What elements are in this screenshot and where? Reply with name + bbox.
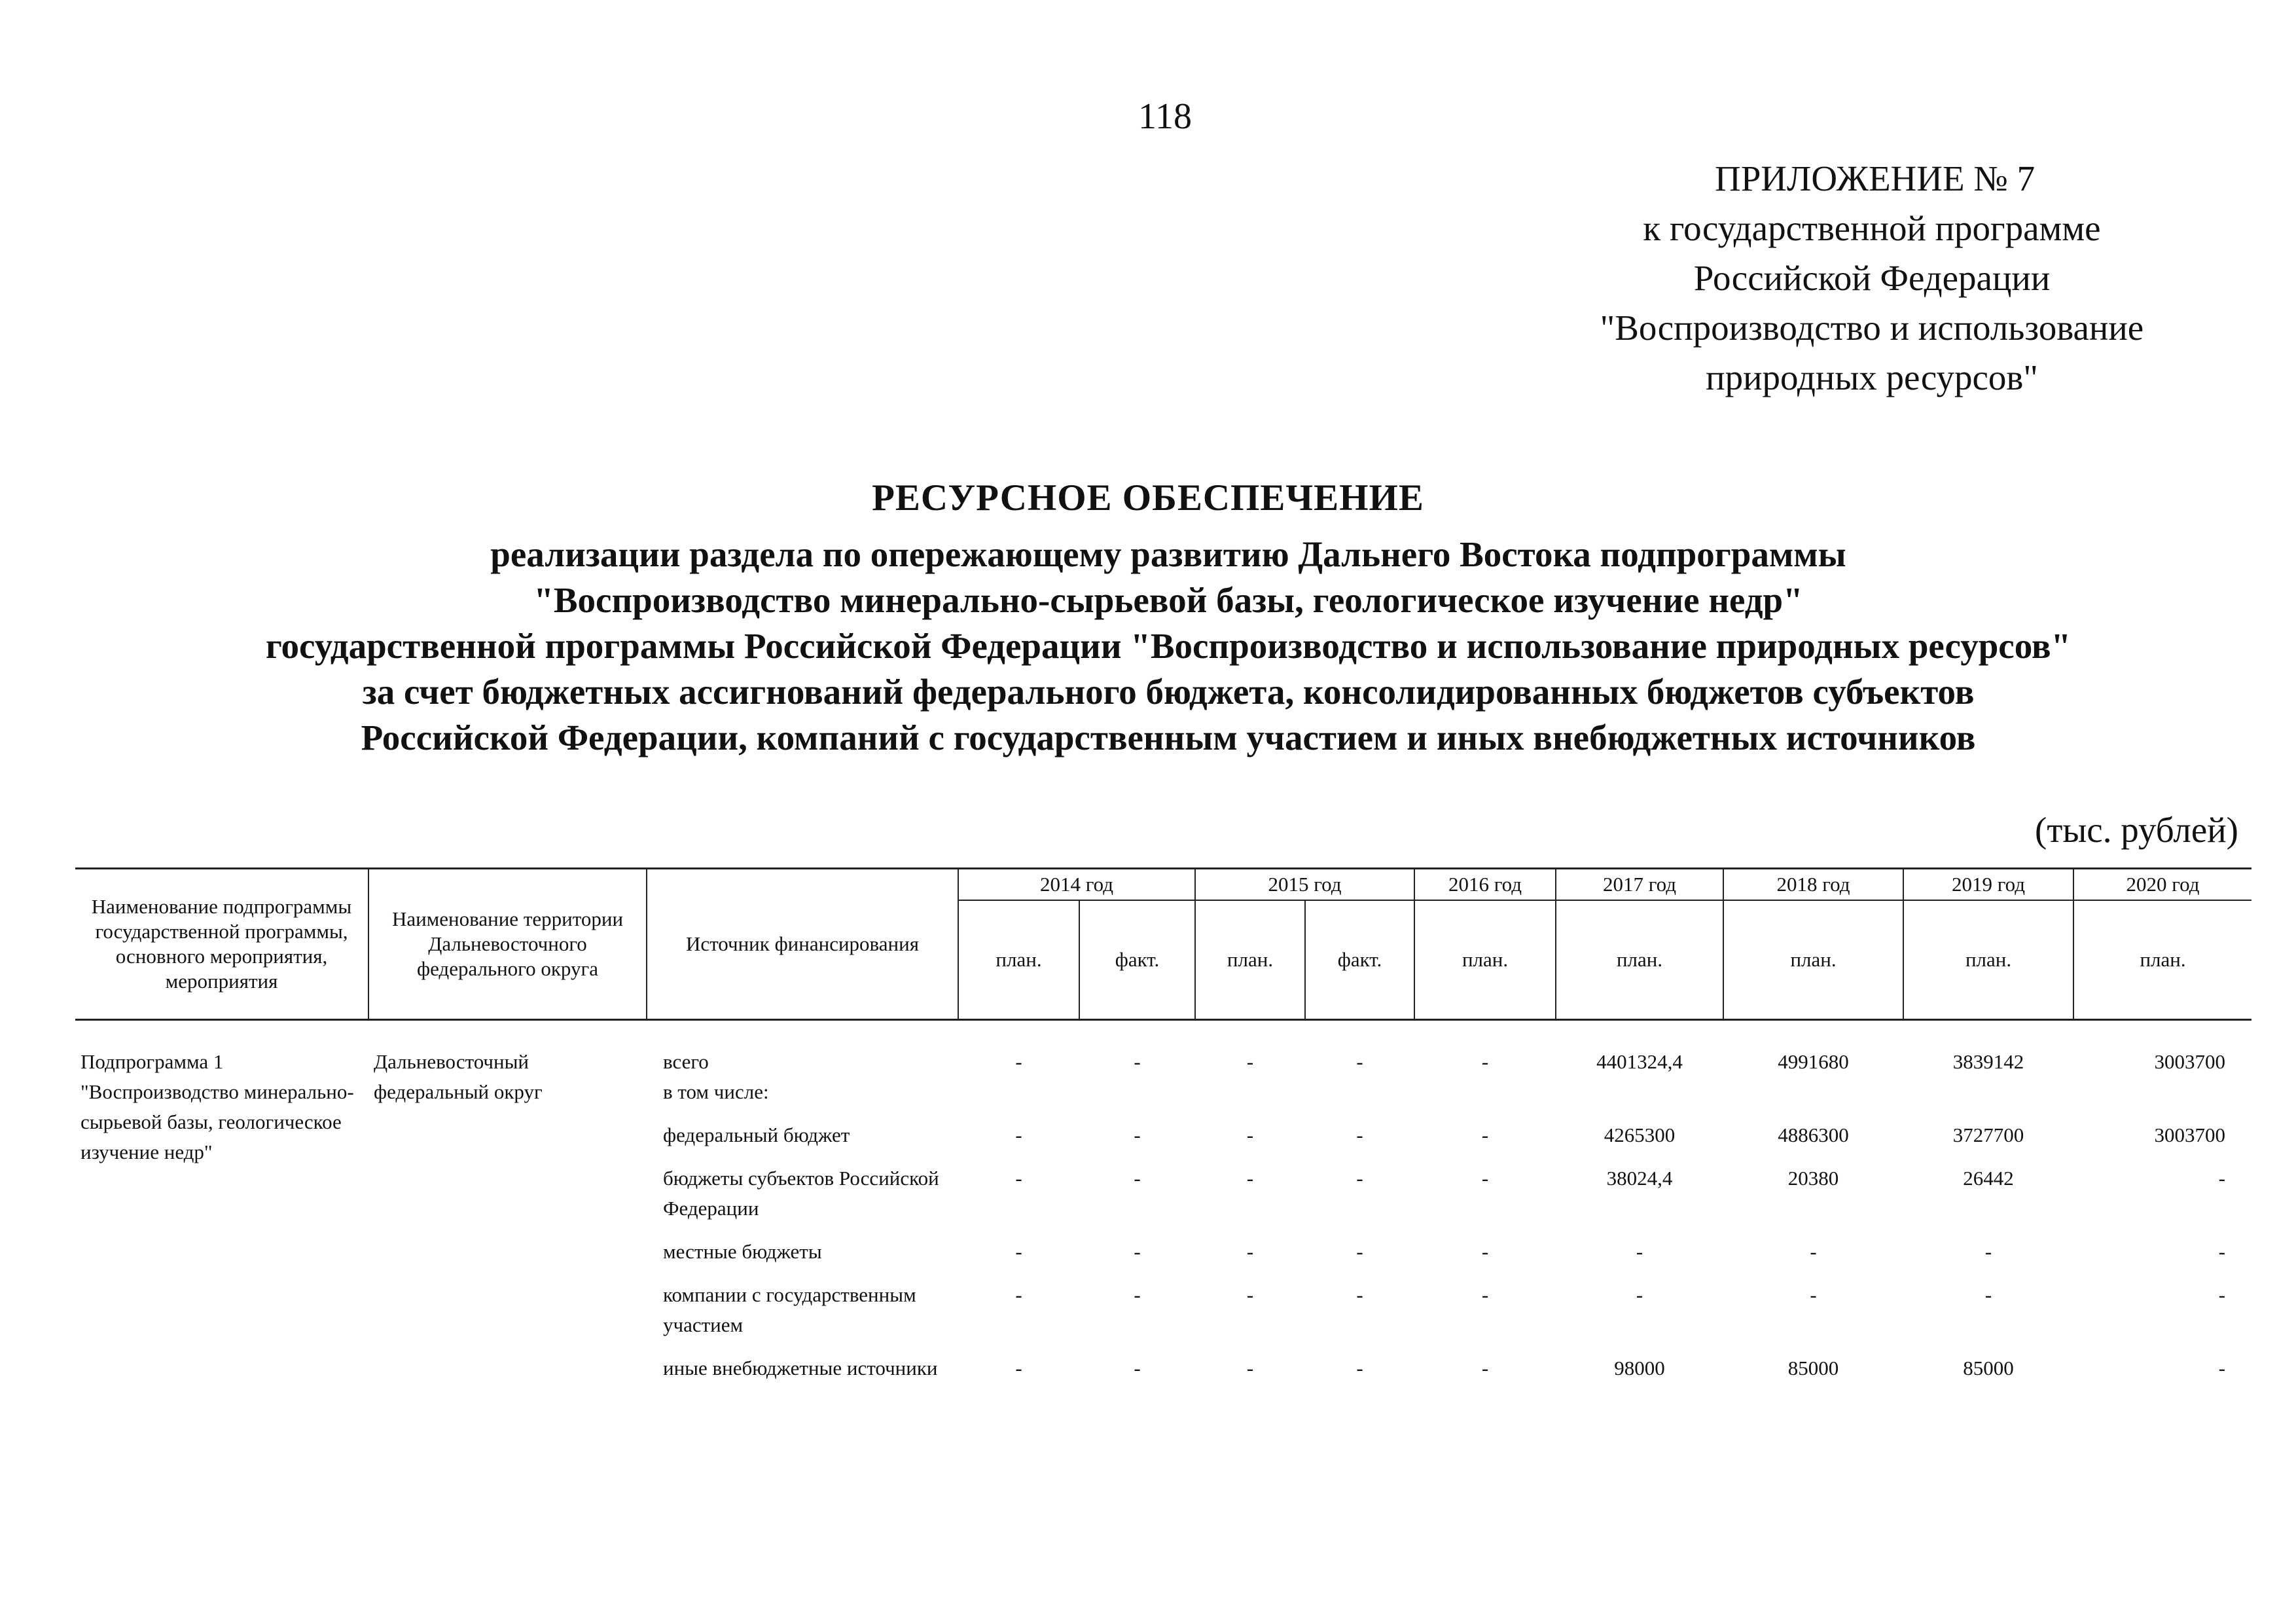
source-cell: компании с государственным участием — [663, 1283, 916, 1336]
subtitle-line: Российской Федерации, компаний с государственным участием и иных внебюджетных источников — [361, 718, 1976, 757]
subprogram-name-cell: Подпрограмма 1 "Воспроизводство минерально-сырьевой базы, геологическое изучение недр" — [81, 1050, 354, 1163]
value-cell: 38024,4 — [1606, 1167, 1673, 1190]
value-cell: 4401324,4 — [1596, 1050, 1683, 1073]
value-cell: 4991680 — [1778, 1050, 1849, 1073]
value-cell: - — [1481, 1050, 1489, 1073]
document-subtitle — [105, 532, 2232, 761]
value-cell: - — [1134, 1240, 1141, 1263]
value-cell: - — [1134, 1050, 1141, 1073]
header-plan: план. — [1195, 900, 1305, 1020]
value-cell: - — [1015, 1123, 1022, 1146]
header-year: 2020 год — [2073, 869, 2251, 901]
value-cell — [1556, 1077, 1723, 1107]
header-year: 2015 год — [1195, 869, 1414, 901]
value-cell: - — [1356, 1357, 1363, 1379]
value-cell: - — [1356, 1050, 1363, 1073]
value-cell: - — [1246, 1123, 1254, 1146]
header-fact: факт. — [1305, 900, 1414, 1020]
value-cell: - — [1015, 1167, 1022, 1190]
value-cell: - — [1481, 1283, 1489, 1306]
header-year: 2017 год — [1556, 869, 1723, 901]
source-cell: федеральный бюджет — [663, 1123, 850, 1146]
header-plan: план. — [1723, 900, 1903, 1020]
territory-name-cell: Дальневосточный федеральный округ — [374, 1050, 543, 1103]
funding-table-wrapper — [75, 867, 2251, 1383]
appendix-line: к государственной программе — [1643, 208, 2101, 248]
value-cell: - — [1134, 1283, 1141, 1306]
source-cell: в том числе: — [663, 1080, 769, 1103]
page-number: 118 — [1138, 96, 1192, 137]
value-cell: 3839142 — [1952, 1050, 2024, 1073]
value-cell: 4886300 — [1778, 1123, 1849, 1146]
value-cell: - — [1356, 1283, 1363, 1306]
appendix-line: "Воспроизводство и использование — [1600, 308, 2144, 348]
subtitle-line: реализации раздела по опережающему развитию Дальнего Востока подпрограммы — [490, 534, 1846, 574]
value-cell: - — [1636, 1283, 1643, 1306]
subtitle-line: государственной программы Российской Федерации "Воспроизводство и использование природных ресурсов" — [265, 626, 2072, 666]
header-subprogram: Наименование подпрограммы государственной программы, основного мероприятия, мероприятия — [75, 869, 368, 1020]
value-cell: - — [2218, 1357, 2226, 1379]
value-cell — [1195, 1077, 1305, 1107]
header-plan: план. — [2073, 900, 2251, 1020]
value-cell: - — [1134, 1357, 1141, 1379]
value-cell: 3003700 — [2154, 1123, 2226, 1146]
funding-table — [75, 867, 2251, 1383]
value-cell: 26442 — [1963, 1167, 2014, 1190]
table-row — [75, 1047, 2251, 1077]
value-cell — [958, 1077, 1079, 1107]
appendix-line: природных ресурсов" — [1706, 357, 2038, 397]
value-cell: - — [1481, 1240, 1489, 1263]
appendix-block — [1505, 154, 2238, 403]
header-source: Источник финансирования — [647, 869, 958, 1020]
value-cell: - — [1810, 1240, 1817, 1263]
value-cell: - — [1015, 1240, 1022, 1263]
header-territory: Наименование территории Дальневосточного федерального округа — [368, 869, 647, 1020]
table-body — [75, 1020, 2251, 1384]
value-cell — [1414, 1077, 1556, 1107]
document-title: РЕСУРСНОЕ ОБЕСПЕЧЕНИЕ — [872, 477, 1424, 519]
value-cell: 85000 — [1963, 1357, 2014, 1379]
unit-label: (тыс. рублей) — [2035, 810, 2238, 850]
value-cell — [1903, 1077, 2073, 1107]
header-fact: факт. — [1079, 900, 1195, 1020]
value-cell: - — [1984, 1283, 1992, 1306]
value-cell — [1305, 1077, 1414, 1107]
value-cell: - — [1246, 1050, 1254, 1073]
header-year: 2018 год — [1723, 869, 1903, 901]
subtitle-line: за счет бюджетных ассигнований федерального бюджета, консолидированных бюджетов субъектов — [362, 672, 1975, 712]
header-year: 2014 год — [958, 869, 1195, 901]
value-cell — [1723, 1077, 1903, 1107]
value-cell: 3727700 — [1952, 1123, 2024, 1146]
header-year: 2016 год — [1414, 869, 1556, 901]
value-cell: - — [1015, 1050, 1022, 1073]
source-cell: бюджеты субъектов Российской Федерации — [663, 1167, 939, 1220]
source-cell: иные внебюджетные источники — [663, 1357, 938, 1379]
header-plan: план. — [958, 900, 1079, 1020]
value-cell: - — [1810, 1283, 1817, 1306]
value-cell: - — [1356, 1167, 1363, 1190]
source-cell: местные бюджеты — [663, 1240, 822, 1263]
header-year: 2019 год — [1903, 869, 2073, 901]
value-cell — [1079, 1077, 1195, 1107]
value-cell: - — [2218, 1167, 2226, 1190]
value-cell — [2073, 1077, 2251, 1107]
value-cell: - — [1246, 1283, 1254, 1306]
value-cell: 98000 — [1614, 1357, 1665, 1379]
value-cell: - — [2218, 1240, 2226, 1263]
value-cell: 85000 — [1787, 1357, 1839, 1379]
header-plan: план. — [1903, 900, 2073, 1020]
appendix-title: ПРИЛОЖЕНИЕ № 7 — [1715, 158, 2036, 198]
value-cell: - — [1481, 1167, 1489, 1190]
value-cell: - — [2218, 1283, 2226, 1306]
value-cell: - — [1246, 1357, 1254, 1379]
value-cell: 20380 — [1787, 1167, 1839, 1190]
source-cell: всего — [663, 1050, 709, 1073]
value-cell: - — [1134, 1123, 1141, 1146]
value-cell: - — [1015, 1283, 1022, 1306]
value-cell: 3003700 — [2154, 1050, 2226, 1073]
value-cell: - — [1984, 1240, 1992, 1263]
header-plan: план. — [1414, 900, 1556, 1020]
value-cell: - — [1481, 1357, 1489, 1379]
value-cell: - — [1636, 1240, 1643, 1263]
value-cell: - — [1356, 1123, 1363, 1146]
header-plan: план. — [1556, 900, 1723, 1020]
value-cell: - — [1246, 1167, 1254, 1190]
subtitle-line: "Воспроизводство минерально-сырьевой базы, геологическое изучение недр" — [533, 580, 1803, 620]
value-cell: 4265300 — [1604, 1123, 1676, 1146]
value-cell: - — [1015, 1357, 1022, 1379]
value-cell: - — [1356, 1240, 1363, 1263]
value-cell: - — [1246, 1240, 1254, 1263]
appendix-line: Российской Федерации — [1693, 258, 2051, 298]
value-cell: - — [1134, 1167, 1141, 1190]
value-cell: - — [1481, 1123, 1489, 1146]
